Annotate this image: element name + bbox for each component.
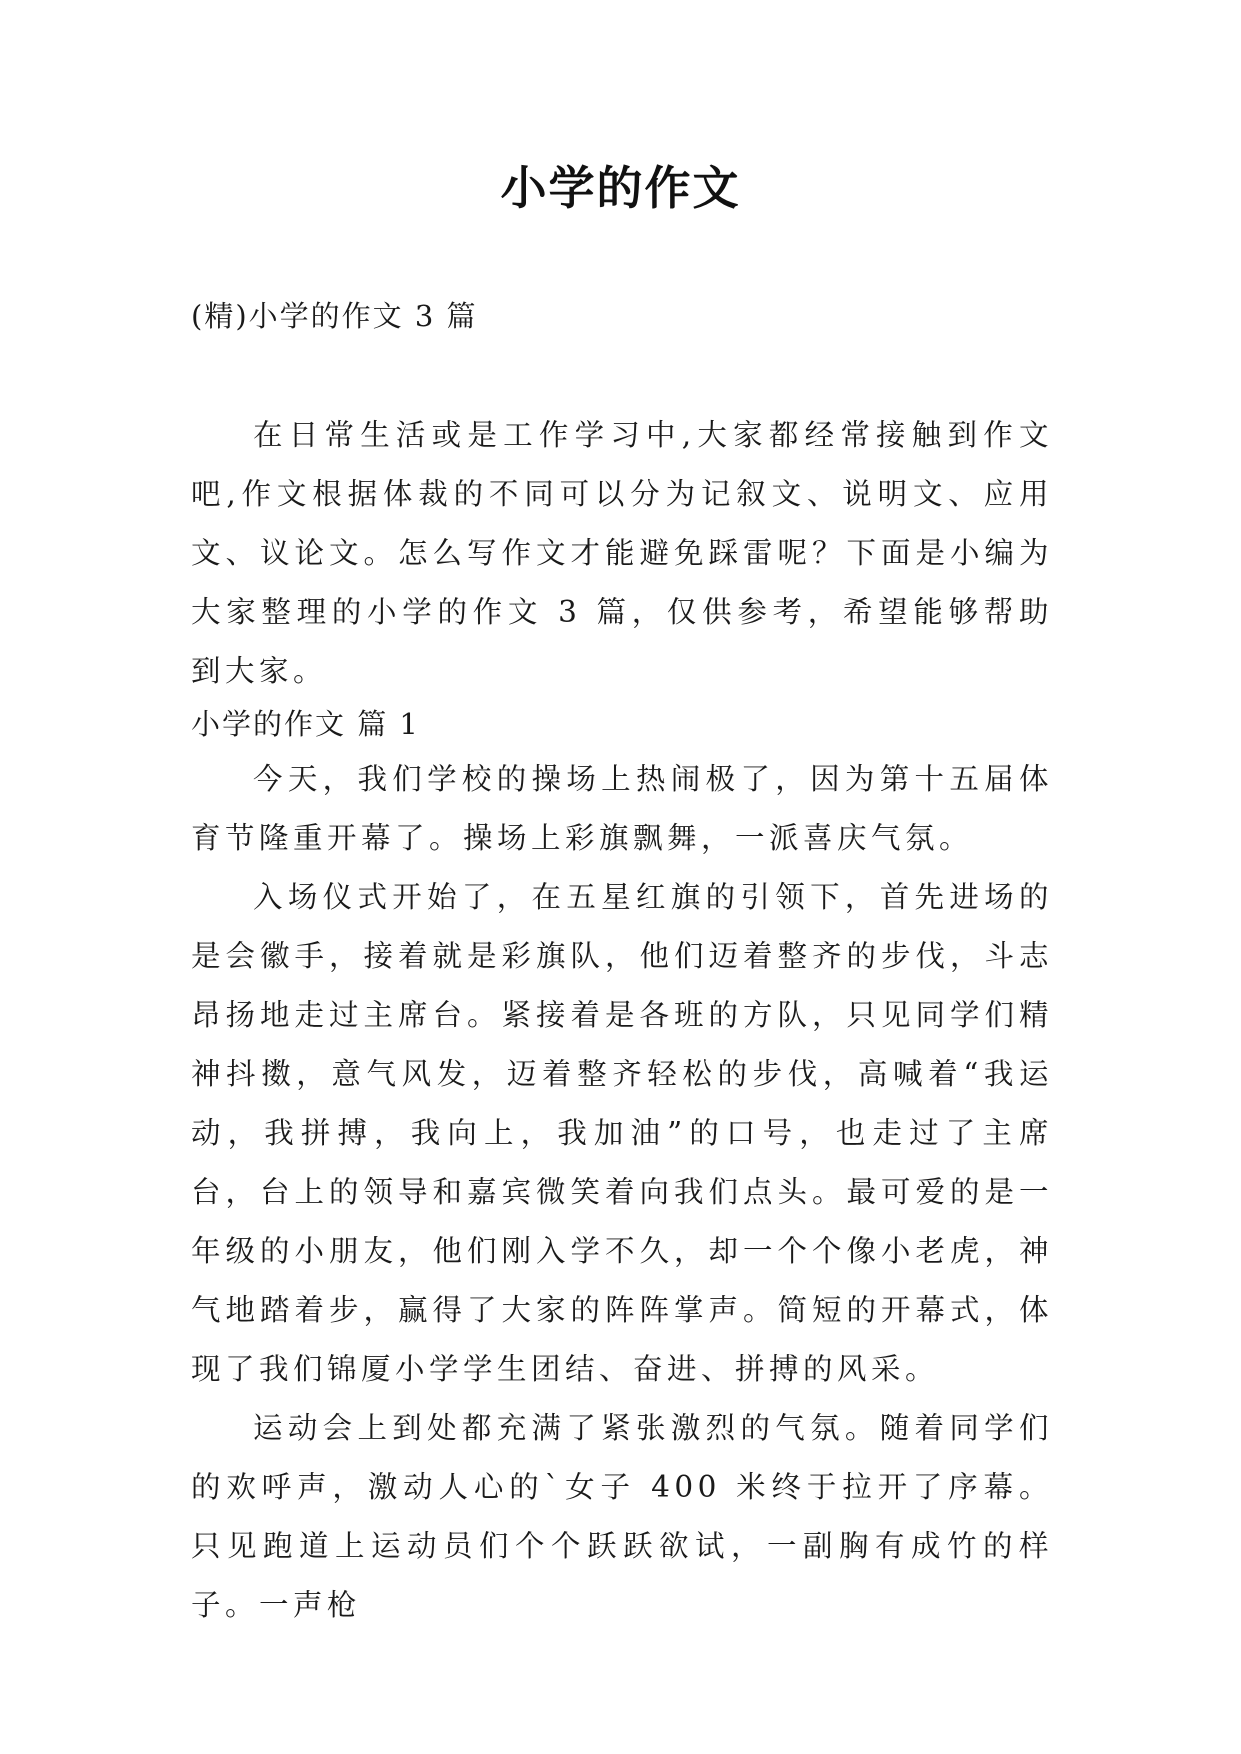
intro-block bbox=[191, 406, 1053, 701]
section-heading: 小学的作文 篇 1 bbox=[191, 707, 420, 741]
essay-paragraph-3: 运动会上到处都充满了紧张激烈的气氛。随着同学们的欢呼声，激动人心的`女子 400 米终于拉开了序幕。只见跑道上运动员们个个跃跃欲试，一副胸有成竹的样子。一声枪 bbox=[191, 1411, 1053, 1622]
essay-paragraph-2: 入场仪式开始了，在五星红旗的引领下，首先进场的是会徽手，接着就是彩旗队，他们迈着整齐的步伐，斗志昂扬地走过主席台。紧接着是各班的方队，只见同学们精神抖擞，意气风发，迈着整齐轻松的步伐，高喊着“我运动，我拼搏，我向上，我加油”的口号，也走过了主席台，台上的领导和嘉宾微笑着向我们点头。最可爱的是一年级的小朋友，他们刚入学不久，却一个个像小老虎，神气地踏着步，赢得了大家的阵阵掌声。简短的开幕式，体现了我们锦厦小学学生团结、奋进、拼搏的风采。 bbox=[191, 880, 1053, 1386]
essay-paragraph-1: 今天，我们学校的操场上热闹极了，因为第十五届体育节隆重开幕了。操场上彩旗飘舞，一派喜庆气氛。 bbox=[191, 762, 1053, 855]
document-subtitle: (精)小学的作文 3 篇 bbox=[191, 299, 478, 333]
essay-body bbox=[191, 750, 1053, 1635]
intro-paragraph: 在日常生活或是工作学习中,大家都经常接触到作文吧,作文根据体裁的不同可以分为记叙文、说明文、应用文、议论文。怎么写作文才能避免踩雷呢？下面是小编为大家整理的小学的作文 3 篇，仅供参考，希望能够帮助到大家。 bbox=[191, 418, 1053, 688]
document-title: 小学的作文 bbox=[500, 161, 741, 215]
